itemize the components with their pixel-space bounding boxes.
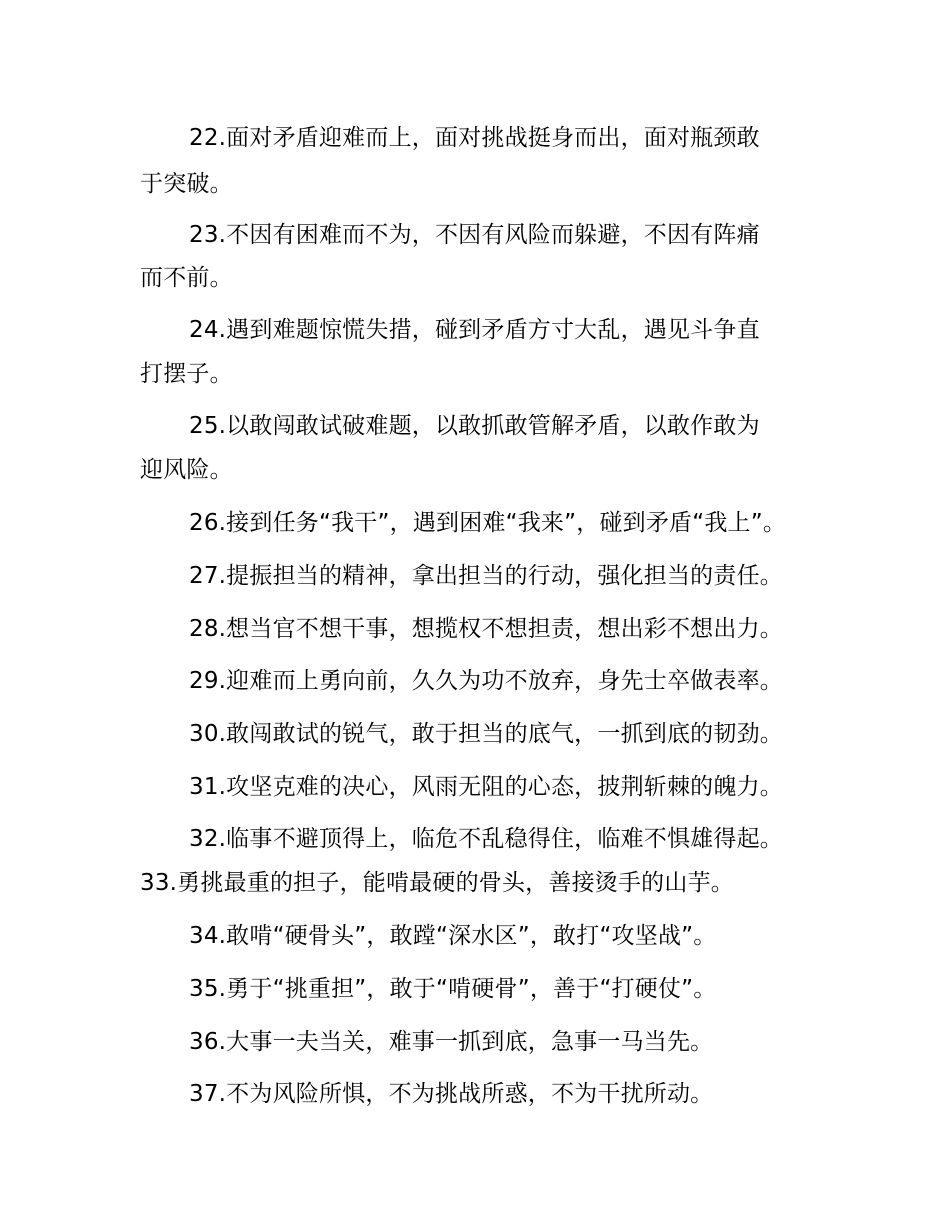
item-36: 36.大事一夫当关，难事一抓到底，急事一马当先。 bbox=[189, 1029, 714, 1055]
item-32: 32.临事不避顶得上，临危不乱稳得住，临难不惧雄得起。 bbox=[189, 826, 783, 852]
item-22-continued: 于突破。 bbox=[140, 171, 233, 197]
item-23-continued: 而不前。 bbox=[140, 265, 233, 291]
item-25-continued: 迎风险。 bbox=[140, 457, 233, 483]
item-23: 23.不因有困难而不为，不因有风险而躲避，不因有阵痛 bbox=[189, 222, 760, 248]
item-31: 31.攻坚克难的决心，风雨无阻的心态，披荆斩棘的魄力。 bbox=[189, 774, 783, 800]
item-30: 30.敢闯敢试的锐气，敢于担当的底气，一抓到底的韧劲。 bbox=[189, 721, 783, 747]
item-29: 29.迎难而上勇向前，久久为功不放弃，身先士卒做表率。 bbox=[189, 668, 783, 694]
item-25: 25.以敢闯敢试破难题，以敢抓敢管解矛盾，以敢作敢为 bbox=[189, 413, 760, 439]
item-33: 33.勇挑最重的担子，能啃最硬的骨头，善接烫手的山芋。 bbox=[140, 870, 734, 896]
item-35: 35.勇于“挑重担”，敢于“啃硬骨”，善于“打硬仗”。 bbox=[189, 976, 717, 1002]
item-22: 22.面对矛盾迎难而上，面对挑战挺身而出，面对瓶颈敢 bbox=[189, 125, 760, 151]
item-28: 28.想当官不想干事，想揽权不想担责，想出彩不想出力。 bbox=[189, 616, 783, 642]
item-27: 27.提振担当的精神，拿出担当的行动，强化担当的责任。 bbox=[189, 563, 783, 589]
item-24-continued: 打摆子。 bbox=[140, 361, 233, 387]
item-24: 24.遇到难题惊慌失措，碰到矛盾方寸大乱，遇见斗争直 bbox=[189, 317, 760, 343]
item-34: 34.敢啃“硬骨头”，敢蹚“深水区”，敢打“攻坚战”。 bbox=[189, 923, 717, 949]
item-26: 26.接到任务“我干”，遇到困难“我来”，碰到矛盾“我上”。 bbox=[189, 510, 787, 536]
item-37: 37.不为风险所惧，不为挑战所惑，不为干扰所动。 bbox=[189, 1081, 714, 1107]
